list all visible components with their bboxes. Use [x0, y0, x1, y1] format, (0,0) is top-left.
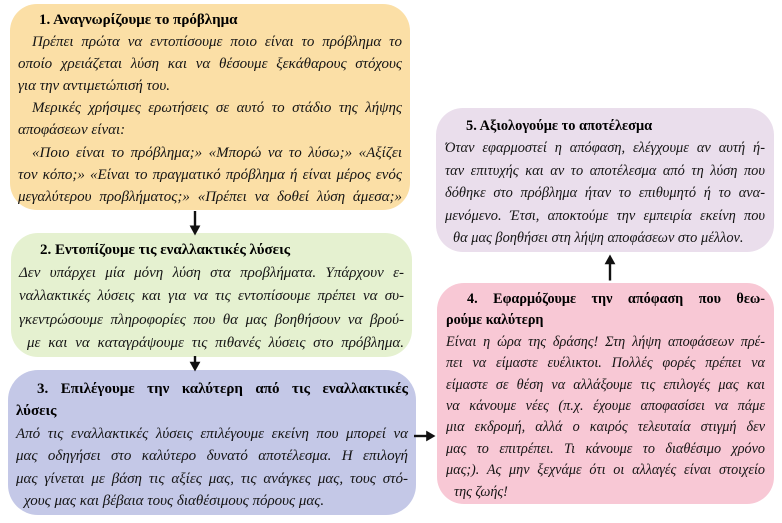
- step-4-title-line: ρούμε καλύτερη: [446, 312, 544, 329]
- step-5-text-line: θα μας βοηθήσει στη λήψη αποφάσεων στο μέλλον.: [453, 230, 744, 247]
- step-1-text-line: οποίο χρειάζεται λύση και να θέσουμε ξεκάθαρους στόχους: [18, 56, 402, 73]
- step-4-text-line: Είναι η ώρα της δράσης! Στη λήψη αποφάσεων πρέ-: [446, 333, 765, 350]
- step-2-text-line: με και να καταγράψουμε τις πιθανές λύσεις στο πρόβλημα.: [27, 334, 404, 351]
- step-2-title-line: 2. Εντοπίζουμε τις εναλλακτικές λύσεις: [40, 242, 291, 258]
- step-5-text-line: μενόμενο. Έτσι, αποκτούμε την εμπειρία εκείνη που: [445, 207, 765, 224]
- step-5-text-line: δόθηκε στο πρόβλημα ήταν το επιθυμητό ή το ανα-: [445, 185, 765, 202]
- step-1-title-line: 1. Αναγνωρίζουμε το πρόβλημα: [39, 12, 238, 28]
- step-2-text-line: ναλλακτικές λύσεις και για να τις εντοπίσουμε πρέπει να συ-: [19, 288, 404, 305]
- step-1-text-line: τον κόπο;» «Είναι το πραγματικό πρόβλημα ή είναι μέρος ενός: [18, 166, 402, 183]
- step-1-text-line: Πρέπει πρώτα να εντοπίσουμε ποιο είναι το πρόβλημα το: [32, 34, 402, 51]
- step-1-text-line: Μερικές χρήσιμες ερωτήσεις σε αυτό το στάδιο της λήψης: [32, 100, 402, 117]
- step-1-text-line: «Ποιο είναι το πρόβλημα;» «Μπορώ να το λύσω;» «Αξίζει: [32, 144, 402, 161]
- step-2-box: [11, 233, 412, 357]
- step-2-text-line: γκεντρώσουμε πληροφορίες που θα μας βοηθήσουν να βρού-: [19, 311, 404, 328]
- step-3-title-line: λύσεις: [16, 403, 57, 420]
- step-1-text-line: για την αντιμετώπισή του.: [18, 78, 171, 95]
- step-5-text-line: Όταν εφαρμοστεί η απόφαση, ελέγχουμε αν αυτή ή-: [445, 140, 765, 157]
- step-5-text-line: ταν επιτυχής και αν το αποτέλεσμα από τη λύση που: [445, 162, 765, 179]
- step-4-text-line: μια εκδρομή, αλλά ο καιρός τελευταία στιγμή δεν: [446, 419, 765, 436]
- step-4-text-line: μας το επιτρέπει. Τι κάνουμε το διαθέσιμο χρόνο: [446, 440, 765, 457]
- step-4-text-line: της ζωής!: [454, 483, 508, 500]
- step-5-title-line: 5. Αξιολογούμε το αποτέλεσμα: [466, 118, 653, 134]
- arrow-step3-to-step4-right-icon: [414, 429, 436, 443]
- step-1-text-line: αποφάσεων είναι:: [18, 122, 126, 139]
- step-4-text-line: είμαστε σε θέση να αλλάξουμε τις επιλογές μας και: [446, 376, 765, 393]
- step-4-text-line: πει να είμαστε ευέλικτοι. Πολλές φορές πρέπει να: [446, 355, 765, 372]
- arrow-step2-to-step3-down-icon: [187, 356, 203, 372]
- step-1-box: [10, 4, 410, 210]
- step-4-title-line: 4. Εφαρμόζουμε την απόφαση που θεω-: [467, 291, 765, 307]
- step-3-text-line: μας οδηγήσει στο καλύτερο δυνατό αποτέλεσμα. Η επιλογή: [16, 448, 408, 465]
- arrow-step1-to-step2-down-icon: [187, 211, 203, 236]
- step-3-text-line: χους μας και βέβαια τους διαθέσιμους πόρους μας.: [24, 493, 325, 510]
- step-3-title-line: 3. Επιλέγουμε την καλύτερη από τις εναλλακτικές: [37, 381, 408, 397]
- step-4-text-line: να κάνουμε νέες (π.χ. έχουμε αποφασίσει να πάμε: [446, 398, 765, 415]
- step-3-box: [8, 370, 416, 515]
- step-3-text-line: Από τις εναλλακτικές λύσεις επιλέγουμε εκείνη που μπορεί να: [16, 425, 408, 442]
- step-2-text-line: Δεν υπάρχει μία μόνη λύση στα προβλήματα. Υπάρχουν ε-: [19, 265, 404, 282]
- step-4-box: [437, 283, 774, 504]
- step-3-text-line: μας γίνεται με βάση τις αξίες μας, τις ανάγκες μας, τους στό-: [16, 470, 408, 487]
- step-4-text-line: μας;). Ας μην ξεχνάμε ότι οι αλλαγές είναι στοιχείο: [446, 462, 765, 479]
- step-1-text-line: μεγαλύτερου προβλήματος;» «Πρέπει να δοθεί λύση άμεσα;»: [18, 188, 402, 205]
- step-5-box: [436, 108, 774, 252]
- arrow-step4-to-step5-up-icon: [602, 254, 618, 281]
